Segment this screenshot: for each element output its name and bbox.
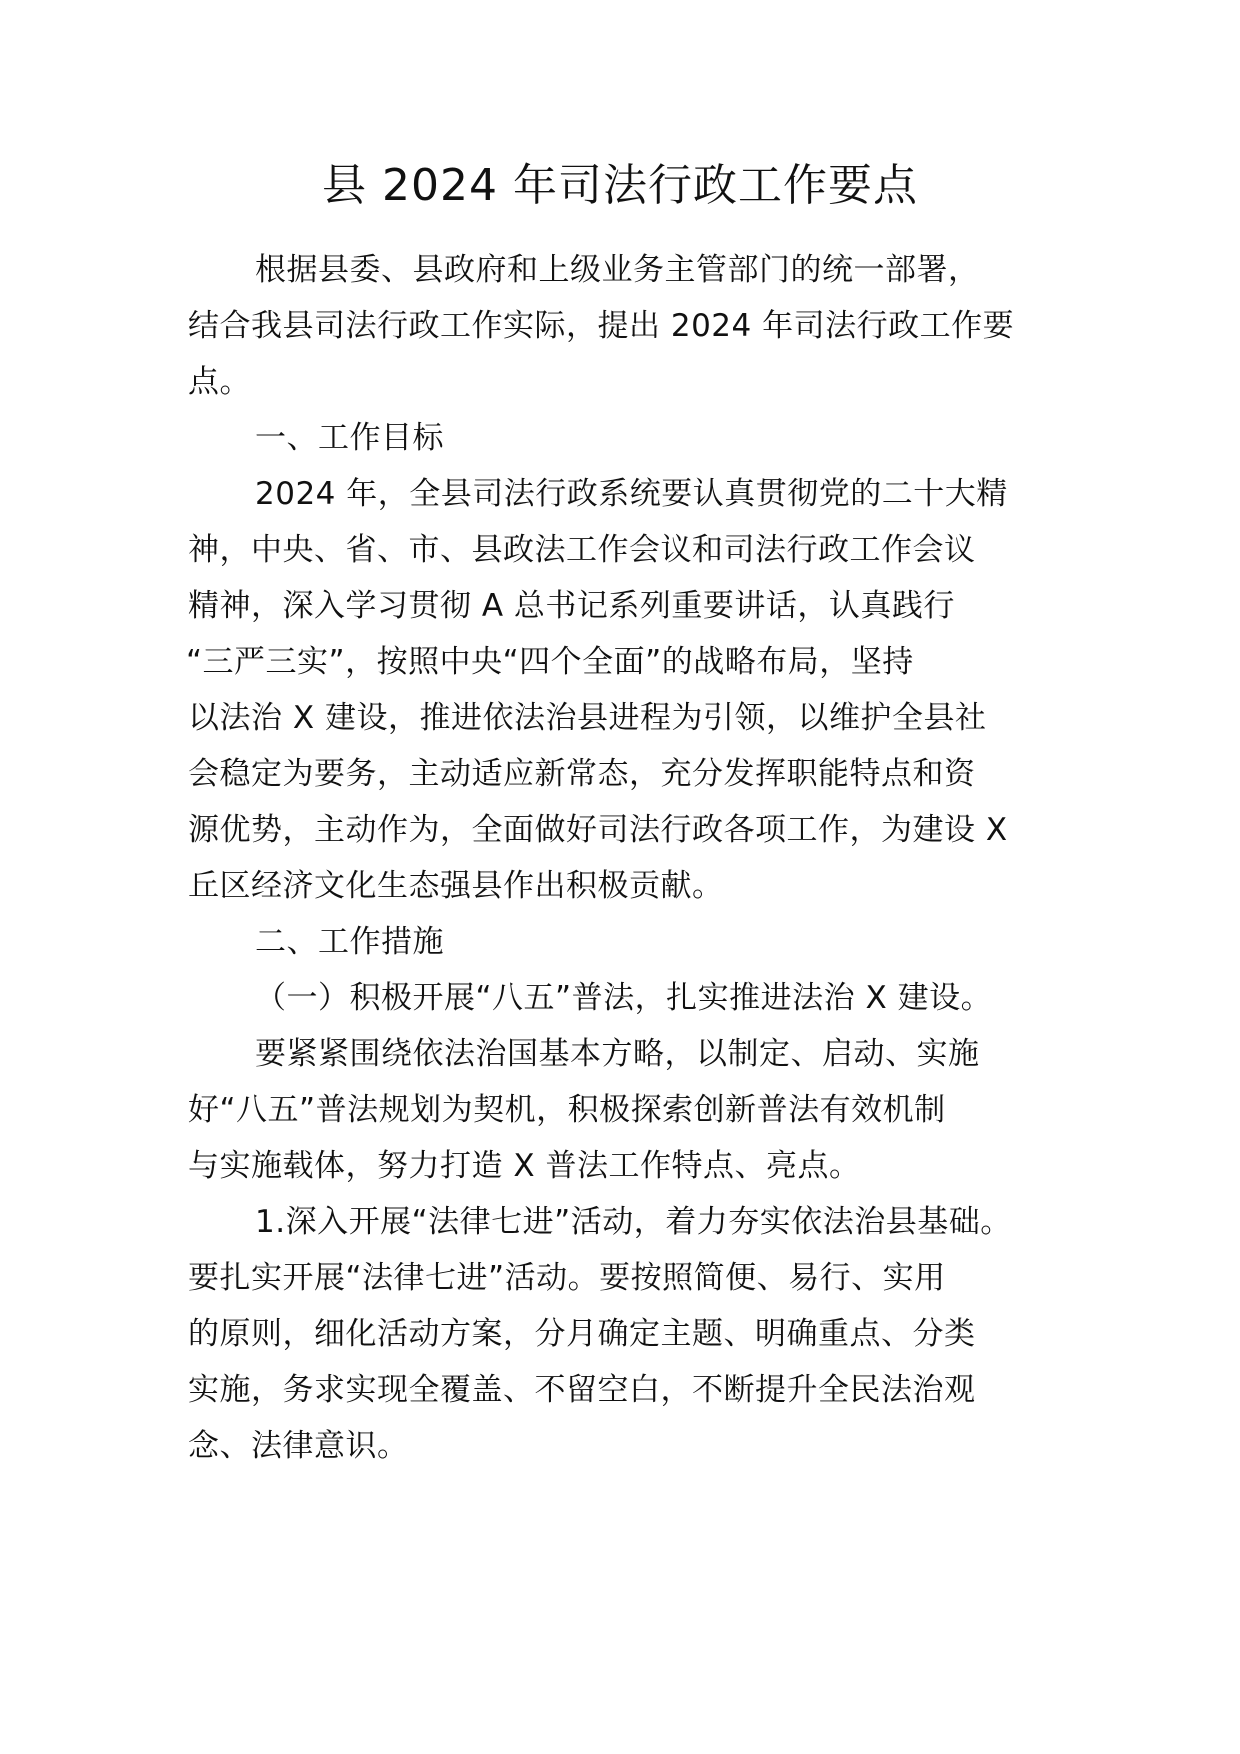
numbered-item-heading: 1.深入开展“法律七进”活动，着力夯实依法治县基础。 xyxy=(255,1204,1012,1240)
paragraph-line: 结合我县司法行政工作实际，提出 2024 年司法行政工作要 xyxy=(188,308,1015,344)
paragraph-line: 实施，务求实现全覆盖、不留空白，不断提升全民法治观 xyxy=(188,1372,976,1408)
paragraph-line: 精神，深入学习贯彻 A 总书记系列重要讲话，认真践行 xyxy=(188,588,955,624)
paragraph-line: 根据县委、县政府和上级业务主管部门的统一部署， xyxy=(255,252,980,288)
paragraph-line: 念、法律意识。 xyxy=(188,1428,409,1464)
paragraph-line: 要扎实开展“法律七进”活动。要按照简便、易行、实用 xyxy=(188,1260,946,1296)
paragraph-line: 丘区经济文化生态强县作出积极贡献。 xyxy=(188,868,724,904)
paragraph-line: 的原则，细化活动方案，分月确定主题、明确重点、分类 xyxy=(188,1316,976,1352)
paragraph-line: 好“八五”普法规划为契机，积极探索创新普法有效机制 xyxy=(188,1092,946,1128)
paragraph-line: 源优势，主动作为，全面做好司法行政各项工作，为建设 X xyxy=(188,812,1008,848)
document-title: 县 2024 年司法行政工作要点 xyxy=(322,160,918,211)
paragraph-line: 会稳定为要务，主动适应新常态，充分发挥职能特点和资 xyxy=(188,756,976,792)
section-heading: 二、工作措施 xyxy=(255,924,444,960)
paragraph-line: “三严三实”，按照中央“四个全面”的战略布局，坚持 xyxy=(186,644,914,680)
paragraph-line: 要紧紧围绕依法治国基本方略，以制定、启动、实施 xyxy=(255,1036,980,1072)
section-heading: 一、工作目标 xyxy=(255,420,444,456)
subsection-heading: （一）积极开展“八五”普法，扎实推进法治 X 建设。 xyxy=(255,980,993,1016)
paragraph-line: 点。 xyxy=(188,364,251,400)
paragraph-line: 神，中央、省、市、县政法工作会议和司法行政工作会议 xyxy=(188,532,976,568)
paragraph-line: 2024 年，全县司法行政系统要认真贯彻党的二十大精 xyxy=(255,476,1008,512)
paragraph-line: 与实施载体，努力打造 X 普法工作特点、亮点。 xyxy=(188,1148,861,1184)
paragraph-line: 以法治 X 建设，推进依法治县进程为引领，以维护全县社 xyxy=(188,700,987,736)
